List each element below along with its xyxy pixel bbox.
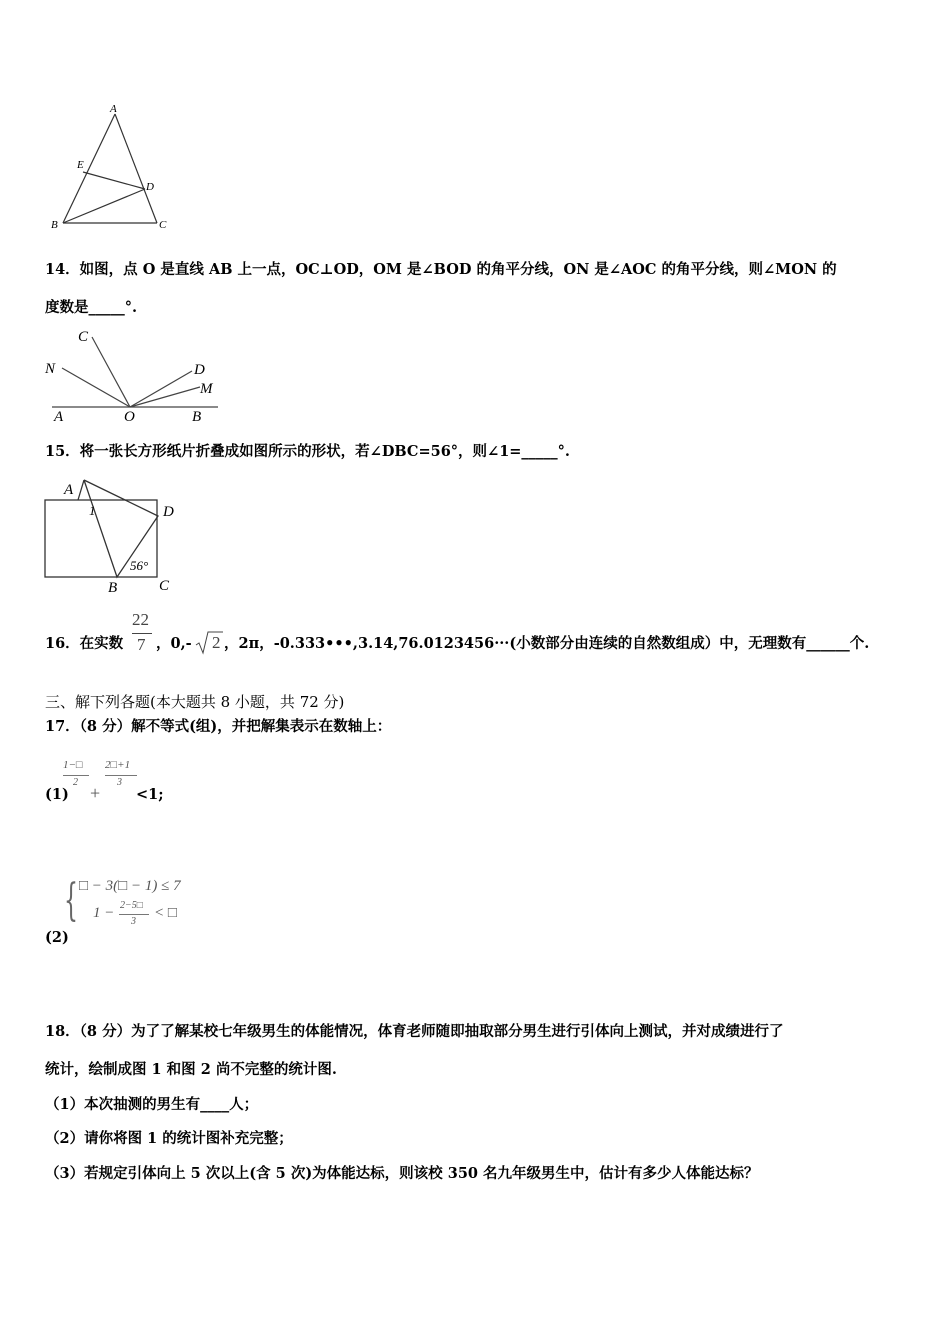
label-B: B xyxy=(51,219,58,231)
q17-p2-line2-a: 1 − xyxy=(93,905,115,921)
label-1: 1 xyxy=(89,503,96,518)
q16-prefix: 16．在实数 xyxy=(45,635,124,652)
q17-p1-frac2-num: 2□+1 xyxy=(105,759,131,771)
label-C: C xyxy=(159,219,167,231)
label-D: D xyxy=(163,504,174,520)
q18-sub3: （3）若规定引体向上 5 次以上(含 5 次)为体能达标，则该校 350 名九年级男生中，估计有多少人体能达标？ xyxy=(45,1165,759,1182)
triangle-figure xyxy=(45,100,175,235)
label-C: C xyxy=(78,329,89,345)
q17-p1-tail: <1; xyxy=(136,786,164,803)
q16-frac-bar xyxy=(132,633,152,634)
q17-p2-line2-bar xyxy=(119,914,149,915)
q16-mid: ，0,- xyxy=(156,635,192,652)
q17-p2-line1: □ − 3(□ − 1) ≤ 7 xyxy=(79,878,181,894)
angle-figure xyxy=(40,325,225,425)
q17-p2-line2-den: 3 xyxy=(131,916,136,927)
q17-p2-brace: { xyxy=(64,875,78,926)
label-A: A xyxy=(110,103,117,115)
q17-p1-frac1-bar xyxy=(63,775,89,776)
label-E: E xyxy=(77,159,84,171)
q17-p1-frac1-den: 2 xyxy=(73,777,78,788)
label-B: B xyxy=(192,409,202,425)
q16-frac-num: 22 xyxy=(132,610,149,629)
q18-sub2: （2）请你将图 1 的统计图补充完整； xyxy=(45,1130,293,1147)
q18-line1: 18．（8 分）为了了解某校七年级男生的体能情况，体育老师随即抽取部分男生进行引体向上测试，并对成绩进行了 xyxy=(45,1023,784,1040)
label-A: A xyxy=(54,409,64,425)
q14-line2: 度数是_____°. xyxy=(45,299,138,316)
label-M: M xyxy=(200,381,213,397)
sqrt-sign xyxy=(195,630,225,656)
q17-p1-frac2-bar xyxy=(105,775,137,776)
label-D: D xyxy=(194,362,205,378)
q17-stem: 17．（8 分）解不等式(组)，并把解集表示在数轴上： xyxy=(45,718,392,735)
q17-p2-line2-num: 2−5□ xyxy=(120,900,143,911)
label-O: O xyxy=(124,409,135,425)
q16-rest: ，2π，-0.333•••,3.14,76.0123456···(小数部分由连续的自然数组成）中，无理数有______个. xyxy=(224,635,870,652)
q17-p1-frac2-den: 3 xyxy=(117,777,122,788)
section-title: 三、解下列各题(本大题共 8 小题，共 72 分) xyxy=(45,693,345,711)
label-56deg: 56° xyxy=(130,558,149,573)
label-C: C xyxy=(159,578,170,594)
q17-p2-label: (2) xyxy=(45,929,69,946)
q15-text: 15．将一张长方形纸片折叠成如图所示的形状，若∠DBC=56°，则∠1=_____°. xyxy=(45,443,570,460)
q17-p1-frac1-num: 1−□ xyxy=(63,759,83,771)
label-N: N xyxy=(45,361,56,377)
label-A: A xyxy=(64,482,74,498)
q17-p1-label: (1) xyxy=(45,786,69,803)
fold-figure xyxy=(42,472,182,597)
q14-line1: 14．如图，点 O 是直线 AB 上一点，OC⊥OD，OM 是∠BOD 的角平分线，ON 是∠AOC 的角平分线，则∠MON 的 xyxy=(45,261,837,278)
q17-p1-plus: + xyxy=(90,783,101,803)
q17-p2-line2-b: < □ xyxy=(154,905,177,921)
q16-frac-den: 7 xyxy=(137,635,146,654)
label-D: D xyxy=(146,181,154,193)
q18-sub1: （1）本次抽测的男生有____人； xyxy=(45,1096,259,1113)
q16-sqrt-value: 2 xyxy=(212,633,221,652)
label-B: B xyxy=(108,580,118,596)
q18-line2: 统计，绘制成图 1 和图 2 尚不完整的统计图. xyxy=(45,1061,337,1078)
